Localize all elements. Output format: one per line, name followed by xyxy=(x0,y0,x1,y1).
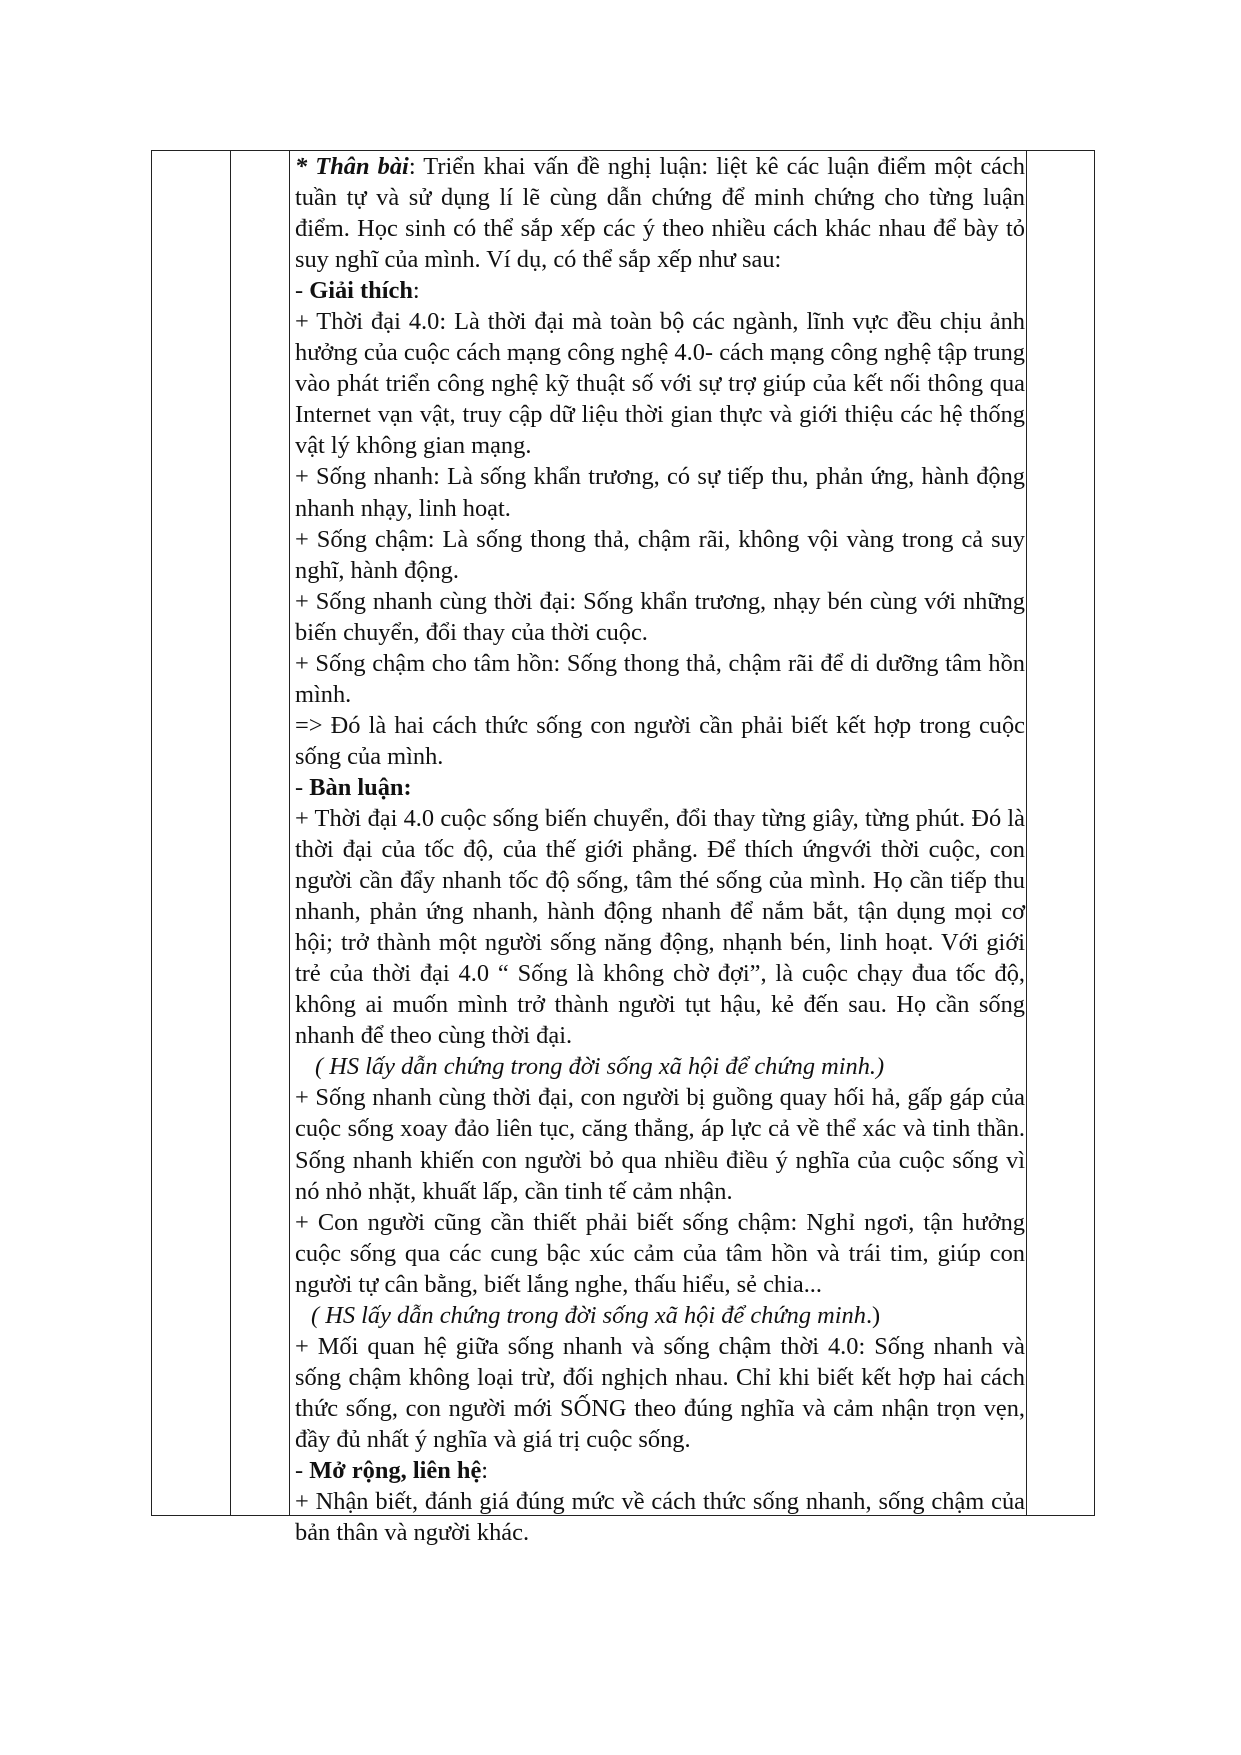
column-divider xyxy=(289,151,290,1515)
heading-mo-rong xyxy=(295,1455,1025,1486)
paragraph: + Con người cũng cần thiết phải biết sống chậm: Nghỉ ngơi, tận hưởng cuộc sống qua các cung bậc xúc cảm của tâm hồn và trái tim, giúp con người tự cân bằng, biết lắng nghe, thấu hiểu, sẻ chia... xyxy=(295,1208,1025,1298)
heading-text: Giải thích xyxy=(309,277,413,305)
intro-text: : Triển khai vấn đề nghị luận: liệt kê các luận điểm một cách tuần tự và sử dụng lí lẽ cùng dẫn chứng để minh chứng cho từng luận điểm. Học sinh có thể sắp xếp các ý theo nhiều cách khác nhau để bày tỏ suy nghĩ của mình. Ví dụ, có thể sắp xếp như sau: xyxy=(295,153,1025,274)
heading-prefix: - xyxy=(295,277,310,305)
paragraph: + Sống nhanh cùng thời đại: Sống khẩn trương, nhạy bén cùng với những biến chuyển, đổi thay của thời cuộc. xyxy=(295,587,1025,646)
heading-ban-luan xyxy=(295,772,1025,803)
paragraph: + Thời đại 4.0 cuộc sống biến chuyển, đổi thay từng giây, từng phút. Đó là thời đại của tốc độ, của thế giới phẳng. Để thích ứngvới thời cuộc, con người cần đẩy nhanh tốc độ sống, tâm thé sống của mình. Họ cần tiếp thu nhanh, phản ứng nhanh, hành động nhanh để nắm bắt, tận dụng mọi cơ hội; trở thành một người sống năng động, nhạnh bén, linh hoạt. Với giới trẻ của thời đại 4.0 “ Sống là không chờ đợi”, là cuộc chạy đua tốc độ, không ai muốn mình trở thành người tụt hậu, kẻ đến sau. Họ cần sống nhanh để theo cùng thời đại. xyxy=(295,804,1025,1050)
evidence-note: ( HS lấy dẫn chứng trong đời sống xã hội để chứng minh.) xyxy=(315,1053,885,1081)
content-cell xyxy=(295,151,1025,1548)
evidence-note-end: .) xyxy=(865,1301,881,1329)
evidence-note xyxy=(295,1300,1025,1331)
paragraph: + Thời đại 4.0: Là thời đại mà toàn bộ các ngành, lĩnh vực đều chịu ảnh hưởng của cuộc cách mạng công nghệ 4.0- cách mạng công nghệ tập trung vào phát triển công nghệ kỹ thuật số với sự trợ giúp của kết nối thông qua Internet vạn vật, truy cập dữ liệu thời gian thực và giới thiệu các hệ thống vật lý không gian mạng. xyxy=(295,308,1025,460)
paragraph: + Sống chậm: Là sống thong thả, chậm rãi, không vội vàng trong cả suy nghĩ, hành động. xyxy=(295,525,1025,584)
heading-giai-thich xyxy=(295,275,1025,306)
section-label: * Thân bài xyxy=(295,153,409,180)
evidence-note-text: ( HS lấy dẫn chứng trong đời sống xã hội để chứng minh xyxy=(311,1301,866,1329)
heading-text: Bàn luận: xyxy=(309,773,412,801)
paragraph: + Sống nhanh cùng thời đại, con người bị guồng quay hối hả, gấp gáp của cuộc sống xoay đảo liên tục, căng thẳng, áp lực cả về thể xác và tinh thần. Sống nhanh khiến con người bỏ qua nhiều điều ý nghĩa của cuộc sống vì nó nhỏ nhặt, khuất lấp, cần tinh tế cảm nhận. xyxy=(295,1084,1025,1205)
heading-prefix: - xyxy=(295,1456,310,1484)
heading-suffix: : xyxy=(412,277,420,305)
intro-paragraph xyxy=(295,151,1025,275)
heading-suffix: : xyxy=(481,1456,489,1484)
paragraph: => Đó là hai cách thức sống con người cần phải biết kết hợp trong cuộc sống của mình. xyxy=(295,711,1025,770)
paragraph: + Mối quan hệ giữa sống nhanh và sống chậm thời 4.0: Sống nhanh và sống chậm không loại trừ, đối nghịch nhau. Chỉ khi biết kết hợp hai cách thức sống, con người mới SỐNG theo đúng nghĩa và cảm nhận trọn vẹn, đầy đủ nhất ý nghĩa và giá trị cuộc sống. xyxy=(295,1332,1025,1453)
paragraph: + Nhận biết, đánh giá đúng mức về cách thức sống nhanh, sống chậm của bản thân và người khác. xyxy=(295,1488,1025,1547)
column-divider xyxy=(230,151,231,1515)
heading-text: Mở rộng, liên hệ xyxy=(309,1456,482,1484)
heading-prefix: - xyxy=(295,773,310,801)
paragraph: + Sống nhanh: Là sống khẩn trương, có sự tiếp thu, phản ứng, hành động nhanh nhạy, linh hoạt. xyxy=(295,463,1025,522)
paragraph: + Sống chậm cho tâm hồn: Sống thong thả, chậm rãi để di dưỡng tâm hồn mình. xyxy=(295,649,1025,708)
column-divider xyxy=(1026,151,1027,1515)
